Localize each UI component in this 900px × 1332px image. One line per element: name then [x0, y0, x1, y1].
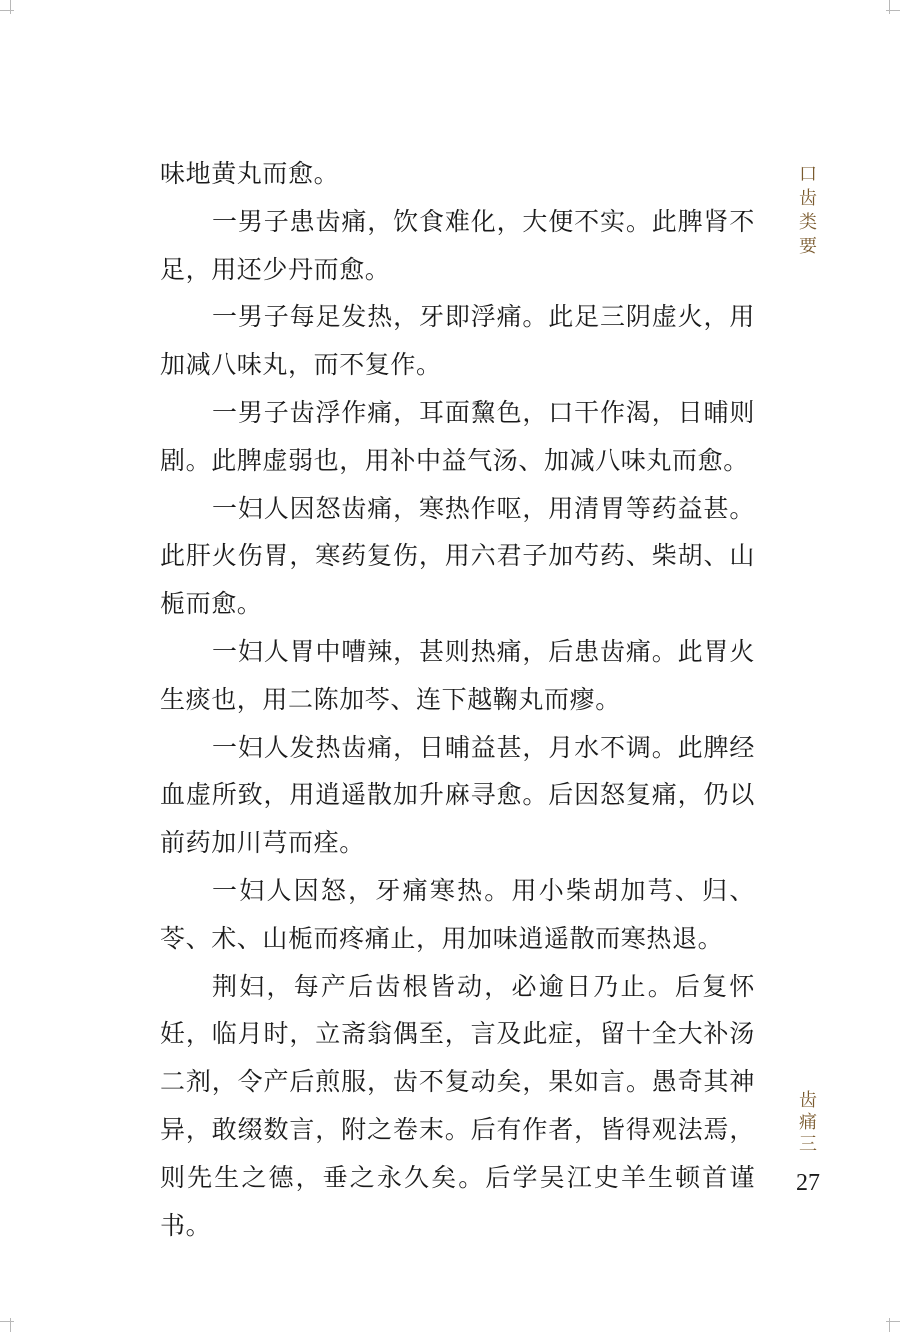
crop-mark-bottom-left: [0, 1321, 14, 1322]
running-title-section: [796, 1090, 820, 1156]
paragraph: 一男子患齿痛，饮食难化，大便不实。此脾肾不足，用还少丹而愈。: [160, 206, 755, 284]
paragraph: 一男子齿浮作痛，耳面黧色，口干作渴，日晡则剧。此脾虚弱也，用补中益气汤、加减八味丸而愈。: [160, 397, 755, 475]
running-section-char: 三: [799, 1134, 817, 1155]
running-title-book: [796, 163, 820, 259]
running-title-char: 类: [799, 212, 817, 233]
page-number: 27: [796, 1170, 820, 1196]
crop-mark-bottom-left-v: [10, 1318, 11, 1332]
running-section-char: 齿: [799, 1090, 817, 1111]
paragraph: 一妇人因怒齿痛，寒热作呕，用清胃等药益甚。此肝火伤胃，寒药复伤，用六君子加芍药、柴胡、山栀而愈。: [160, 493, 755, 619]
paragraph: 一妇人发热齿痛，日晡益甚，月水不调。此脾经血虚所致，用逍遥散加升麻寻愈。后因怒复痛，仍以前药加川芎而痊。: [160, 732, 755, 858]
running-title-char: 齿: [799, 188, 817, 209]
paragraph: 荆妇，每产后齿根皆动，必逾日乃止。后复怀妊，临月时，立斋翁偶至，言及此症，留十全大补汤二剂，令产后煎服，齿不复动矣，果如言。愚奇其神异，敢缀数言，附之卷末。后有作者，皆得观法焉，则先生之德，垂之永久矣。后学吴江史羊生顿首谨书。: [160, 971, 755, 1240]
body-text: [160, 150, 755, 1249]
running-section-char: 痛: [799, 1112, 817, 1133]
paragraph: 一男子每足发热，牙即浮痛。此足三阴虚火，用加减八味丸，而不复作。: [160, 302, 755, 380]
crop-mark-bottom-right-v: [889, 1318, 890, 1332]
crop-mark-top-left-v: [10, 0, 11, 14]
running-title-char: 口: [799, 164, 817, 185]
crop-mark-top-right-v: [889, 0, 890, 14]
paragraph: 一妇人胃中嘈辣，甚则热痛，后患齿痛。此胃火生痰也，用二陈加芩、连下越鞠丸而瘳。: [160, 636, 755, 714]
running-title-char: 要: [799, 236, 817, 257]
crop-mark-top-left: [0, 10, 14, 11]
paragraph: 味地黄丸而愈。: [160, 159, 340, 188]
paragraph: 一妇人因怒，牙痛寒热。用小柴胡加芎、归、苓、术、山栀而疼痛止，用加味逍遥散而寒热退。: [160, 875, 755, 953]
